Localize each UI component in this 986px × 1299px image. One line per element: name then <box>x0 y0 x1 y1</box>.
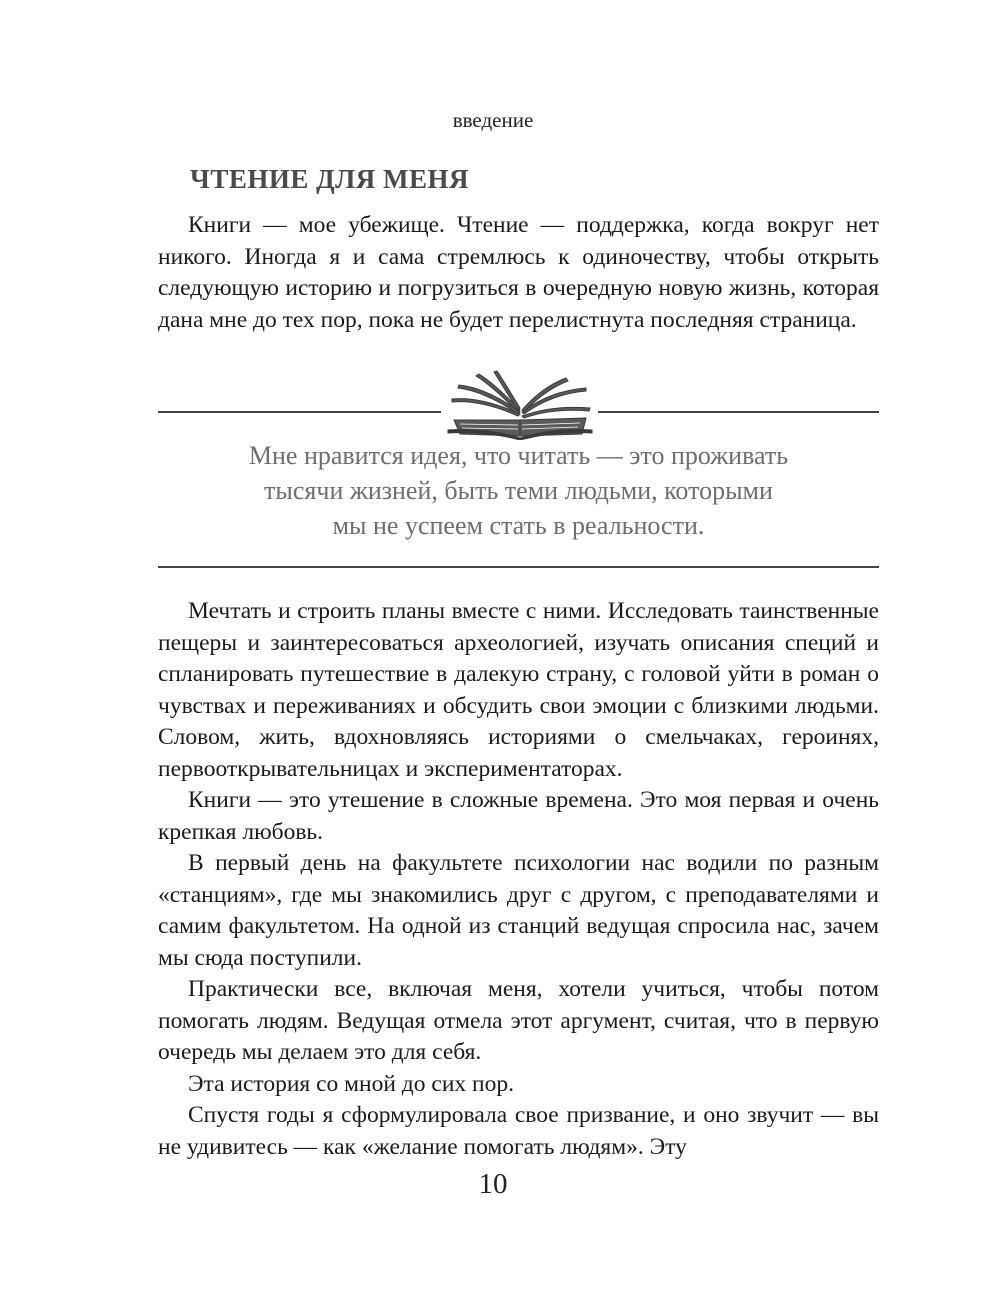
pull-quote-line: тысячи жизней, быть теми людьми, которыми <box>264 476 773 505</box>
main-text <box>158 596 879 1163</box>
paragraph: В первый день на факультете психологии нас водили по разным «станциям», где мы знакомились друг с другом, с преподавателями и самим факультетом. На одной из станций ведущая спросила нас, зачем мы сюда поступили. <box>158 850 879 971</box>
paragraph: Книги — это утешение в сложные времена. Это моя первая и очень крепкая любовь. <box>158 787 879 845</box>
paragraph: Практически все, включая меня, хотели учиться, чтобы потом помогать людям. Ведущая отмела этот аргумент, считая, что в первую очередь мы делаем это для себя. <box>158 976 879 1065</box>
pull-quote-line: Мне нравится идея, что читать — это проживать <box>248 441 789 470</box>
divider-right <box>598 411 879 413</box>
paragraph: Мечтать и строить планы вместе с ними. Исследовать таинственные пещеры и заинтересоваться археологией, изучать описания специй и спланировать путешествие в далекую страну, с головой уйти в роман о чувствах и переживаниях и обсудить свои эмоции с близкими людьми. Словом, жить, вдохновляясь историями о смельчаках, героинях, первооткрывательницах и экспериментаторах. <box>158 598 879 782</box>
intro-text <box>158 210 879 336</box>
pull-quote <box>158 438 879 543</box>
section-title: ЧТЕНИЕ ДЛЯ МЕНЯ <box>190 164 470 194</box>
divider-bottom <box>158 566 879 568</box>
page-number: 10 <box>478 1168 508 1200</box>
paragraph: Эта история со мной до сих пор. <box>188 1070 514 1097</box>
pull-quote-line: мы не успеем стать в реальности. <box>332 511 705 540</box>
intro-paragraph: Книги — мое убежище. Чтение — поддержка, когда вокруг нет никого. Иногда я и сама стремлюсь к одиночеству, чтобы открыть следующую историю и погрузиться в очередную новую жизнь, которая дана мне до тех пор, пока не будет перелистнута последняя страница. <box>158 212 879 333</box>
running-head: введение <box>452 108 534 132</box>
paragraph: Спустя годы я сформулировала свое призвание, и оно звучит — вы не удивитесь — как «желание помогать людям». Эту <box>158 1102 879 1160</box>
open-book-icon <box>446 370 594 440</box>
divider-left <box>158 411 441 413</box>
